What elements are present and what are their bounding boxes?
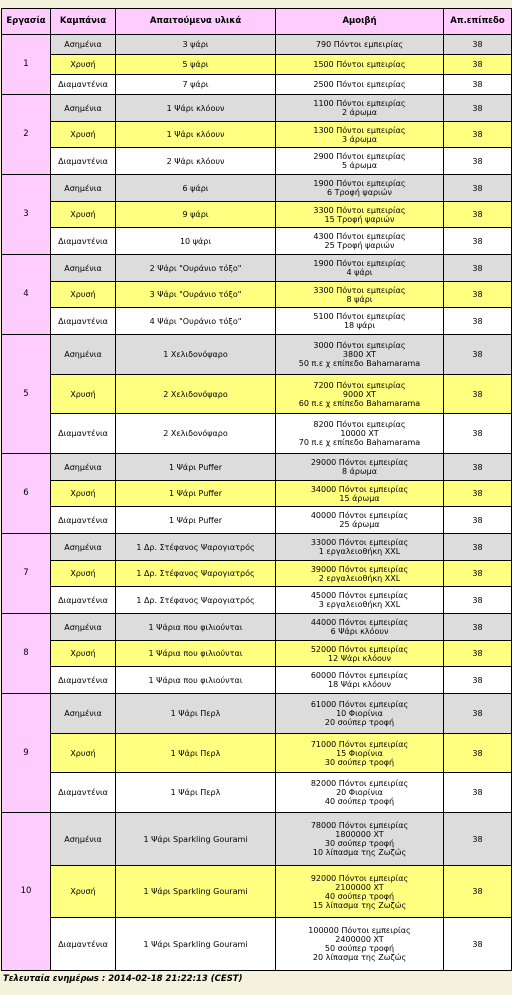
table-row [2,534,512,561]
materials-cell: 1 Δρ. Στέφανος Ψαρογιατρός [116,587,276,614]
reward-line: 3300 Πόντοι εμπειρίας [313,205,406,215]
campaign-cell: Ασημένια [51,255,116,282]
table-row [2,282,512,308]
campaign-cell: Ασημένια [51,175,116,202]
campaign-cell: Ασημένια [51,335,116,375]
reward-line: 2900 Πόντοι εμπειρίας [313,152,406,161]
materials-cell: 2 Ψάρι κλόουν [116,148,276,175]
reward-line: 2400000 XT [335,935,384,944]
reward-line: 3 άρωμα [341,134,378,144]
campaign-cell: Διαμαντένια [51,587,116,614]
reward-cell [276,228,444,255]
materials-cell: 2 Χελιδονόψαρο [116,375,276,414]
reward-cell [276,614,444,641]
reward-cell [276,694,444,734]
level-cell: 38 [444,95,512,122]
campaign-cell: Διαμαντένια [51,228,116,255]
reward-line: 10 Φιορίνια [336,709,383,718]
table-header [2,9,512,35]
level-cell: 38 [444,202,512,228]
reward-cell [276,175,444,202]
reward-line: 5100 Πόντοι εμπειρίας [313,312,406,321]
reward-line: 82000 Πόντοι εμπειρίας [310,779,409,788]
campaign-cell: Χρυσή [51,866,116,918]
table-row [2,414,512,454]
table-body [2,35,512,971]
materials-cell: 10 ψάρι [116,228,276,255]
campaign-cell: Ασημένια [51,614,116,641]
campaign-cell: Χρυσή [51,55,116,75]
level-cell: 38 [444,507,512,534]
table-row [2,95,512,122]
materials-cell: 1 Ψάρι Περλ [116,694,276,734]
table-row [2,228,512,255]
reward-line: 1100 Πόντοι εμπειρίας [313,99,406,108]
level-cell: 38 [444,918,512,971]
reward-line: 5 άρωμα [341,161,378,170]
level-cell: 38 [444,75,512,95]
quest-number: 10 [2,813,51,971]
reward-line: 39000 Πόντοι εμπειρίας [310,564,409,574]
level-cell: 38 [444,587,512,614]
materials-cell: 1 Ψάρι κλόουν [116,122,276,148]
quest-number: 8 [2,614,51,694]
materials-cell: 5 ψάρι [116,55,276,75]
campaign-cell: Χρυσή [51,734,116,773]
table-row [2,641,512,667]
header-quest: Εργασία [2,9,51,35]
materials-cell: 1 Ψάρια που φιλιούνται [116,641,276,667]
header-reward: Αμοιβή [276,9,444,35]
table-row [2,773,512,813]
reward-cell [276,454,444,481]
reward-line: 30 σούπερ τροφή [324,839,395,848]
campaign-cell: Χρυσή [51,282,116,308]
level-cell: 38 [444,667,512,694]
header-level: Απ.επίπεδο [444,9,512,35]
table-row [2,148,512,175]
quest-number: 9 [2,694,51,813]
materials-cell: 1 Δρ. Στέφανος Ψαρογιατρός [116,561,276,587]
reward-cell [276,122,444,148]
reward-cell [276,308,444,335]
campaign-cell: Ασημένια [51,534,116,561]
level-cell: 38 [444,255,512,282]
materials-cell: 4 Ψάρι "Ουράνιο τόξο" [116,308,276,335]
quest-number: 7 [2,534,51,614]
reward-line: 71000 Πόντοι εμπειρίας [310,739,409,749]
table-row [2,122,512,148]
level-cell: 38 [444,175,512,202]
campaign-cell: Διαμαντένια [51,773,116,813]
reward-line: 4300 Πόντοι εμπειρίας [313,232,406,241]
table-row [2,587,512,614]
reward-line: 1800000 XT [335,830,384,839]
reward-line: 3800 XT [342,350,377,359]
reward-line: 6 Τροφή ψαριών [327,188,392,197]
reward-line: 1300 Πόντοι εμπειρίας [313,125,406,135]
reward-line: 8 άρωμα [341,467,378,476]
materials-cell: 7 ψάρι [116,75,276,95]
reward-line: 8200 Πόντοι εμπειρίας [313,420,406,429]
reward-line: 10000 XT [340,429,379,438]
table-row [2,866,512,918]
table-row [2,614,512,641]
campaign-cell: Χρυσή [51,561,116,587]
quest-number: 1 [2,35,51,95]
reward-cell [276,481,444,507]
reward-cell [276,282,444,308]
campaign-cell: Διαμαντένια [51,308,116,335]
level-cell: 38 [444,813,512,866]
reward-line: 61000 Πόντοι εμπειρίας [310,700,409,709]
last-update: Τελευταία ενημέρωs : 2014-02-18 21:22:13 (CEST) [3,974,243,984]
reward-line: 3 εργαλειοθήκη XXL [318,600,401,609]
reward-line: 6 Ψάρι κλόουν [330,627,389,636]
materials-cell: 1 Ψάρι Puffer [116,481,276,507]
reward-cell [276,414,444,454]
reward-line: 33000 Πόντοι εμπειρίας [310,538,409,547]
materials-cell: 1 Ψάρι Puffer [116,454,276,481]
reward-line: 40 σούπερ τροφή [324,797,395,806]
reward-line: 15 άρωμα [339,493,380,503]
last-update-label: Τελευταία ενημέρωs [3,974,99,984]
reward-line: 15 Φιορίνια [336,748,383,758]
materials-cell: 1 Χελιδονόψαρο [116,335,276,375]
campaign-cell: Ασημένια [51,813,116,866]
campaign-cell: Χρυσή [51,481,116,507]
level-cell: 38 [444,122,512,148]
reward-cell [276,534,444,561]
reward-line: 50 π.ε χ επίπεδο Bahamarama [298,359,421,368]
reward-line: 45000 Πόντοι εμπειρίας [310,591,409,600]
campaign-cell: Διαμαντένια [51,414,116,454]
materials-cell: 2 Ψάρι "Ουράνιο τόξο" [116,255,276,282]
reward-cell [276,95,444,122]
reward-line: 3000 Πόντοι εμπειρίας [313,341,406,350]
reward-line: 60000 Πόντοι εμπειρίας [310,671,409,680]
reward-line: 15 Τροφή ψαριών [324,214,395,224]
reward-line: 7200 Πόντοι εμπειρίας [313,380,406,390]
level-cell: 38 [444,414,512,454]
table-row [2,918,512,971]
reward-cell [276,202,444,228]
campaign-cell: Διαμαντένια [51,918,116,971]
table-row [2,375,512,414]
level-cell: 38 [444,866,512,918]
level-cell: 38 [444,454,512,481]
reward-line: 2 άρωμα [341,108,378,117]
materials-cell: 1 Ψάρι Sparkling Gourami [116,813,276,866]
reward-line: 44000 Πόντοι εμπειρίας [310,618,409,627]
materials-cell: 2 Χελιδονόψαρο [116,414,276,454]
reward-line: 3300 Πόντοι εμπειρίας [313,285,406,295]
level-cell: 38 [444,335,512,375]
reward-line: 70 π.ε χ επίπεδο Bahamarama [298,438,421,447]
reward-line: 25 άρωμα [339,520,380,529]
campaign-cell: Διαμαντένια [51,75,116,95]
table-row [2,813,512,866]
materials-cell: 1 Ψάρια που φιλιούνται [116,614,276,641]
reward-line: 18 ψάρι [343,321,376,330]
reward-line: 9000 XT [342,389,377,399]
campaign-cell: Ασημένια [51,454,116,481]
table-row [2,667,512,694]
level-cell: 38 [444,228,512,255]
quest-number: 3 [2,175,51,255]
reward-line: 20 λίπασμα της Ζωζώς [312,953,407,962]
reward-cell [276,35,444,55]
reward-line: 2 εργαλειοθήκη XXL [318,573,401,583]
reward-line: 92000 Πόντοι εμπειρίας [310,873,409,883]
reward-cell [276,507,444,534]
materials-cell: 1 Ψάρι Sparkling Gourami [116,866,276,918]
reward-cell [276,587,444,614]
reward-cell [276,148,444,175]
quests-table [1,8,512,971]
header-campaign: Καμπάνια [51,9,116,35]
materials-cell: 1 Δρ. Στέφανος Ψαρογιατρός [116,534,276,561]
materials-cell: 9 ψάρι [116,202,276,228]
reward-cell [276,773,444,813]
level-cell: 38 [444,282,512,308]
table-row [2,694,512,734]
reward-cell [276,255,444,282]
campaign-cell: Ασημένια [51,35,116,55]
reward-line: 100000 Πόντοι εμπειρίας [308,926,411,935]
quest-number: 5 [2,335,51,454]
reward-line: 2500 Πόντοι εμπειρίας [313,80,406,89]
materials-cell: 3 ψάρι [116,35,276,55]
table-row [2,561,512,587]
table-row [2,202,512,228]
table-row [2,35,512,55]
campaign-cell: Χρυσή [51,202,116,228]
campaign-cell: Ασημένια [51,95,116,122]
table-row [2,175,512,202]
table-row [2,481,512,507]
reward-line: 1500 Πόντοι εμπειρίας [313,60,406,69]
reward-cell [276,734,444,773]
reward-line: 40 σούπερ τροφή [324,891,395,901]
campaign-cell: Ασημένια [51,694,116,734]
reward-line: 50 σούπερ τροφή [324,944,395,953]
reward-cell [276,375,444,414]
materials-cell: 6 ψάρι [116,175,276,202]
header-row [2,9,512,35]
reward-line: 1 εργαλειοθήκη XXL [318,547,401,556]
reward-line: 40000 Πόντοι εμπειρίας [310,511,409,520]
reward-line: 20 σούπερ τροφή [324,718,395,727]
reward-line: 78000 Πόντοι εμπειρίας [310,821,409,830]
reward-line: 30 σούπερ τροφή [324,757,395,767]
materials-cell: 1 Ψάρια που φιλιούνται [116,667,276,694]
reward-line: 1900 Πόντοι εμπειρίας [313,179,406,188]
reward-cell [276,75,444,95]
materials-cell: 1 Ψάρι κλόουν [116,95,276,122]
materials-cell: 1 Ψάρι Περλ [116,773,276,813]
campaign-cell: Χρυσή [51,641,116,667]
reward-cell [276,813,444,866]
level-cell: 38 [444,734,512,773]
campaign-cell: Χρυσή [51,122,116,148]
campaign-cell: Διαμαντένια [51,667,116,694]
reward-cell [276,918,444,971]
table-row [2,255,512,282]
level-cell: 38 [444,148,512,175]
reward-cell [276,335,444,375]
reward-cell [276,55,444,75]
level-cell: 38 [444,35,512,55]
reward-cell [276,866,444,918]
level-cell: 38 [444,641,512,667]
reward-line: 34000 Πόντοι εμπειρίας [310,484,409,494]
level-cell: 38 [444,614,512,641]
table-row [2,507,512,534]
reward-line: 15 λίπασμα της Ζωζώς [312,900,407,910]
level-cell: 38 [444,561,512,587]
level-cell: 38 [444,773,512,813]
level-cell: 38 [444,375,512,414]
reward-line: 60 π.ε χ επίπεδο Bahamarama [298,398,421,408]
reward-line: 25 Τροφή ψαριών [324,241,395,250]
campaign-cell: Χρυσή [51,375,116,414]
reward-line: 10 λίπασμα της Ζωζώς [312,848,407,857]
level-cell: 38 [444,534,512,561]
level-cell: 38 [444,481,512,507]
level-cell: 38 [444,55,512,75]
table-row [2,335,512,375]
quest-number: 4 [2,255,51,335]
header-materials: Απαιτούμενα υλικά [116,9,276,35]
materials-cell: 1 Ψάρι Puffer [116,507,276,534]
materials-cell: 1 Ψάρι Sparkling Gourami [116,918,276,971]
campaign-cell: Διαμαντένια [51,507,116,534]
table-row [2,75,512,95]
quest-number: 6 [2,454,51,534]
table-row [2,734,512,773]
reward-line: 1900 Πόντοι εμπειρίας [313,259,406,268]
reward-line: 29000 Πόντοι εμπειρίας [310,458,409,467]
level-cell: 38 [444,694,512,734]
reward-cell [276,561,444,587]
reward-line: 52000 Πόντοι εμπειρίας [310,644,409,654]
last-update-timestamp: 2014-02-18 21:22:13 (CEST) [108,974,243,984]
quest-number: 2 [2,95,51,175]
reward-line: 20 Φιορίνια [336,788,383,797]
reward-line: 8 ψάρι [346,294,373,304]
campaign-cell: Διαμαντένια [51,148,116,175]
materials-cell: 3 Ψάρι "Ουράνιο τόξο" [116,282,276,308]
reward-line: 790 Πόντοι εμπειρίας [315,40,404,49]
reward-line: 4 ψάρι [346,268,373,277]
table-row [2,55,512,75]
table-row [2,454,512,481]
reward-cell [276,667,444,694]
reward-line: 18 Ψάρι κλόουν [328,680,391,689]
reward-line: 2100000 XT [335,882,384,892]
reward-line: 12 Ψάρι κλόουν [328,653,391,663]
reward-cell [276,641,444,667]
level-cell: 38 [444,308,512,335]
table-row [2,308,512,335]
materials-cell: 1 Ψάρι Περλ [116,734,276,773]
